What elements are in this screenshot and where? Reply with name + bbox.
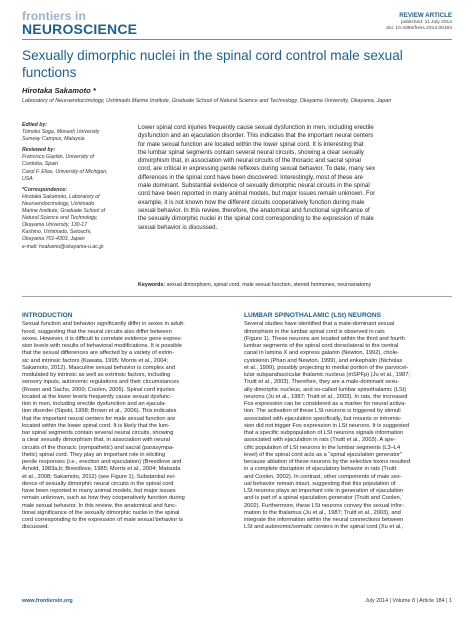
body-line: (Figure 1). These neurons are located within the third and fourth <box>244 335 405 342</box>
body-line: Sexual function and behavior significantly differ in sexes in adult- <box>22 321 185 328</box>
abstract-line: Lower spinal cord injuries frequently cause sexual dysfunction in men, including erectile <box>138 124 374 131</box>
section-heading-lst-neurons: LUMBAR SPINOTHALAMIC (LSt) NEURONS <box>244 312 381 319</box>
editorial-sidebar <box>22 122 126 255</box>
body-line: located at the lower levels frequently cause sexual dysfunc- <box>22 393 172 400</box>
abstract-line: cord have been reported in many animal models, but major issues remain unknown. For <box>138 190 376 198</box>
body-line: canal in lamina X and express galanin (Newton, 1992), chole- <box>244 350 399 357</box>
reviewed-by-block <box>22 147 126 182</box>
body-line: sion levels with results of behavioral modifications. It is possible <box>22 343 182 349</box>
article-title: Sexually dimorphic nuclei in the spinal cord control male sexual functions <box>22 48 403 80</box>
body-line: that the sexual differences are affected by a variety of extrin- <box>22 350 175 357</box>
body-line: a clear sexually dimorphism that, in association with neural <box>22 437 170 444</box>
body-line: tion. The activation of these LSt neurons is triggered by stimuli <box>244 408 401 415</box>
sidebar-line: Carol F. Elias, University of Michigan, <box>22 168 108 175</box>
abstract-line: the lumbar spinal segments contain several neural circuits, showing a clear sexually <box>138 148 364 156</box>
body-column-left <box>22 312 230 532</box>
body-line: sic and intrinsic factors (Kawata, 1995; Morris et al., 2004; <box>22 357 169 364</box>
body-line: associated with ejaculation specifically, but mounts or intromis- <box>244 415 402 422</box>
body-line: modulated by intrinsic as well as extrinsic factors, including <box>22 372 171 378</box>
body-line: male sexual behavior. In this review, the anatomical and func- <box>22 502 177 509</box>
section-heading-introduction: INTRODUCTION <box>22 312 73 319</box>
body-line: cord corresponding to the expression of male sexual behavior is <box>22 517 183 523</box>
body-line: and is part of a spinal ejaculation generator (Truitt and Coolen, <box>244 495 402 502</box>
body-line: have been reported in many animal models, but major issues <box>22 488 176 494</box>
body-column-right <box>244 312 452 532</box>
article-meta <box>386 12 452 32</box>
body-line: remain unknown, such as how they cooperatively function during <box>22 495 185 502</box>
body-line: ally dimorphic nucleus, and so-called lumbar spinothalamic (LSt) <box>244 386 407 393</box>
body-line: hood, suggesting that the neural circuits also differ between <box>22 328 172 335</box>
body-line: Truitt et al., 2003). Therefore, they are a male-dominant sexu- <box>244 379 400 386</box>
abstract-line: example, it is not known how the different circuits cooperatively function during male <box>138 198 365 206</box>
abstract-line: sexual behavior. In this review, therefore, the anatomical and functional significance of <box>138 206 370 214</box>
abstract <box>138 124 448 232</box>
journal-logo[interactable] <box>22 10 137 36</box>
body-line: neurons (Ju et al., 1987; Truitt et al., 2003). In rats, the increased <box>244 393 408 400</box>
abstract-line: male dominant. Substantial evidence of sexually dimorphic neural circuits in the spinal <box>138 182 370 190</box>
sidebar-line: USA <box>22 175 33 182</box>
body-line: Fos expression can be considered as a marker for neural activa- <box>244 401 407 407</box>
edited-by-block <box>22 122 126 143</box>
abstract-line: sexual behavior is discussed. <box>138 223 218 231</box>
body-line: in a complete disruption of ejaculatory behavior in rats (Truitt <box>244 466 397 473</box>
abstract-line: the sexually dimorphic nuclei in the spinal cord corresponding to the expression of male <box>138 215 374 223</box>
correspondence-heading: *Correspondence: <box>22 186 67 193</box>
sidebar-line: Marine Institute, Graduate School of <box>22 208 106 215</box>
body-line: dence of sexually dimorphic neural circuits in the spinal cord <box>22 480 174 487</box>
body-line: bar spinal segments contain several neural circuits, showing <box>22 430 174 436</box>
header-divider <box>22 39 452 40</box>
doi-link[interactable]: doi: 10.3389/fnins.2014.00184 <box>386 25 452 31</box>
body-line: cific population of LSt neurons in the lumbar segments (L3–L4 <box>244 444 401 451</box>
sidebar-line: Okayama 701-4303, Japan <box>22 236 85 243</box>
edited-by-heading: Edited by: <box>22 122 48 128</box>
footer-url-link[interactable]: www.frontiersin.org <box>22 598 73 604</box>
body-line: tion disorder (Sipski, 1998; Brown et al., 2006). This indicates <box>22 408 177 415</box>
abstract-line: dimorphism that, in association with neural circuits of the thoracic and sacral spinal <box>138 157 361 165</box>
body-line: integrate the information within the neural connections between <box>244 517 404 523</box>
body-line: ual behavior remain intact, suggesting that this population of <box>244 480 396 487</box>
body-line: thetic) spinal cord. They play an important role in eliciting <box>22 451 166 458</box>
body-line: et al., 2008; Sakamoto, 2012) (see Figure 1). Substantial evi- <box>22 473 176 480</box>
correspondence-block <box>22 187 126 251</box>
body-line: discussed. <box>22 524 49 531</box>
body-line: associated with ejaculation in rats (Truitt et al., 2003). A spe- <box>244 437 396 444</box>
footer-issue-info: July 2014 | Volume 8 | Article 184 | 1 <box>365 598 452 604</box>
body-line: et al., 1999), possibly projecting to medial portion of the parvocel- <box>244 364 409 371</box>
abstract-line: for male sexual function are located within the lower spinal cord. It is interesting that <box>138 140 364 148</box>
body-line: that the important neural centers for male sexual function are <box>22 415 176 422</box>
body-line: dimorphism in the lumbar spinal cord is observed in rats <box>244 328 385 335</box>
body-line: LSt and autonomic/somatic centers in the spinal cord (Xu et al., <box>244 524 404 531</box>
sidebar-line: Sunway Campus, Malaysia <box>22 136 85 143</box>
body-line: that a specific subpopulation of LSt neurons signals information <box>244 430 404 436</box>
body-line: 2002). Furthermore, these LSt neurons convey the sexual infor- <box>244 502 404 509</box>
sidebar-line: Hirotaka Sakamoto, Laboratory of <box>22 193 100 200</box>
journal-header <box>22 10 452 38</box>
sidebar-line: Okayama University, 130-17 <box>22 222 88 229</box>
body-line: lumbar segments of the spinal cord dorsolateral to the central <box>244 343 399 349</box>
published-date: published: 11 July 2014 <box>400 19 452 25</box>
body-line: circuits of the thoracic (sympathetic) and sacral (parasympa- <box>22 444 175 451</box>
sidebar-line: Natural Science and Technology, <box>22 215 98 222</box>
body-line: tion in men, including erectile dysfunction and an ejacula- <box>22 401 167 407</box>
body-line: sensory inputs, autonomic regulations and their circumstances <box>22 379 180 386</box>
body-line: penile responses (i.e., erection and ejaculation) (Breedlove and <box>22 459 182 465</box>
email-link[interactable]: e-mail: hsakamo@okayama-u.ac.jp <box>22 243 104 250</box>
body-line: sexes. However, it is difficult to correlate evidence gene expres- <box>22 335 183 342</box>
body-line: lular subparafascicular thalamic nucleus (mSPFp) (Ju et al., 1987; <box>244 372 410 378</box>
body-line: located within the lower spinal cord. It is likely that the lum- <box>22 422 170 429</box>
article-type: REVIEW ARTICLE <box>399 12 452 19</box>
sidebar-line: Cordoba, Spain <box>22 161 59 168</box>
body-line: tional significance of the sexually dimorphic nuclei in the spinal <box>22 509 180 516</box>
sidebar-line: Tomoko Soga, Monash University <box>22 129 100 136</box>
body-line: because ablation of these neurons by the selective toxins resulted <box>244 459 410 465</box>
body-line: (Rosen and Sachs, 2000; Coolen, 2005). Spinal cord injuries <box>22 386 175 393</box>
body-line: and Coolen, 2002). In contrast, other components of male sex- <box>244 473 402 480</box>
logo-line-1: frontiers in <box>22 9 86 23</box>
sidebar-line: Francisco Gaytán, University of <box>22 154 95 161</box>
body-line: cystokinin (Phan and Newton, 1999), and enkephalin (Nicholas <box>244 357 403 364</box>
sidebar-line: Neuroendocrinology, Ushimado <box>22 200 95 207</box>
abstract-line: differences in the spinal cord have been discovered. Interestingly, most of these are <box>138 173 364 181</box>
keywords-text: sexual dimorphism, spinal cord, male sexual function, steroid hormones, neuroanatomy <box>166 282 372 288</box>
body-line: mation to the thalamus (Ju et al., 1987; Truitt et al., 2003), and <box>244 509 401 516</box>
author-affiliation: Laboratory of Neuroendocrinology, Ushimado Marine Institute, Graduate School of Natural Science and Technology, Okayama University, Okayama, Japan <box>22 98 392 104</box>
body-line: sion did not trigger Fos expression in LSt neurons. It is suggested <box>244 422 410 429</box>
author-name[interactable]: Hirotaka Sakamoto * <box>22 86 96 95</box>
body-line: LSt neurons plays an important role in generation of ejaculation <box>244 488 404 494</box>
body-line: Several studies have identified that a male-dominant sexual <box>244 321 395 328</box>
reviewed-by-heading: Reviewed by: <box>22 147 56 154</box>
abstract-line: dysfunction and an ejaculation disorder. This indicates that the important neural centers <box>138 132 374 140</box>
body-line: Sakamoto, 2012). Masculine sexual behavior is complex and <box>22 364 176 371</box>
sidebar-line: Kashino, Ushimado, Setouchi, <box>22 229 92 236</box>
body-line: Arnold, 1983a,b; Breedlove, 1985; Morris et al., 2004; Matsuda <box>22 466 181 473</box>
body-line: level) of the spinal cord acts as a "spinal ejaculation generator" <box>244 451 403 458</box>
abstract-line: cord, are critical in expressing penile reflexes during sexual behavior. To date, many sex <box>138 165 375 173</box>
abstract-divider <box>22 296 452 297</box>
keywords <box>138 282 448 288</box>
logo-line-2: NEUROSCIENCE <box>22 21 138 37</box>
keywords-label: Keywords: <box>138 282 166 288</box>
